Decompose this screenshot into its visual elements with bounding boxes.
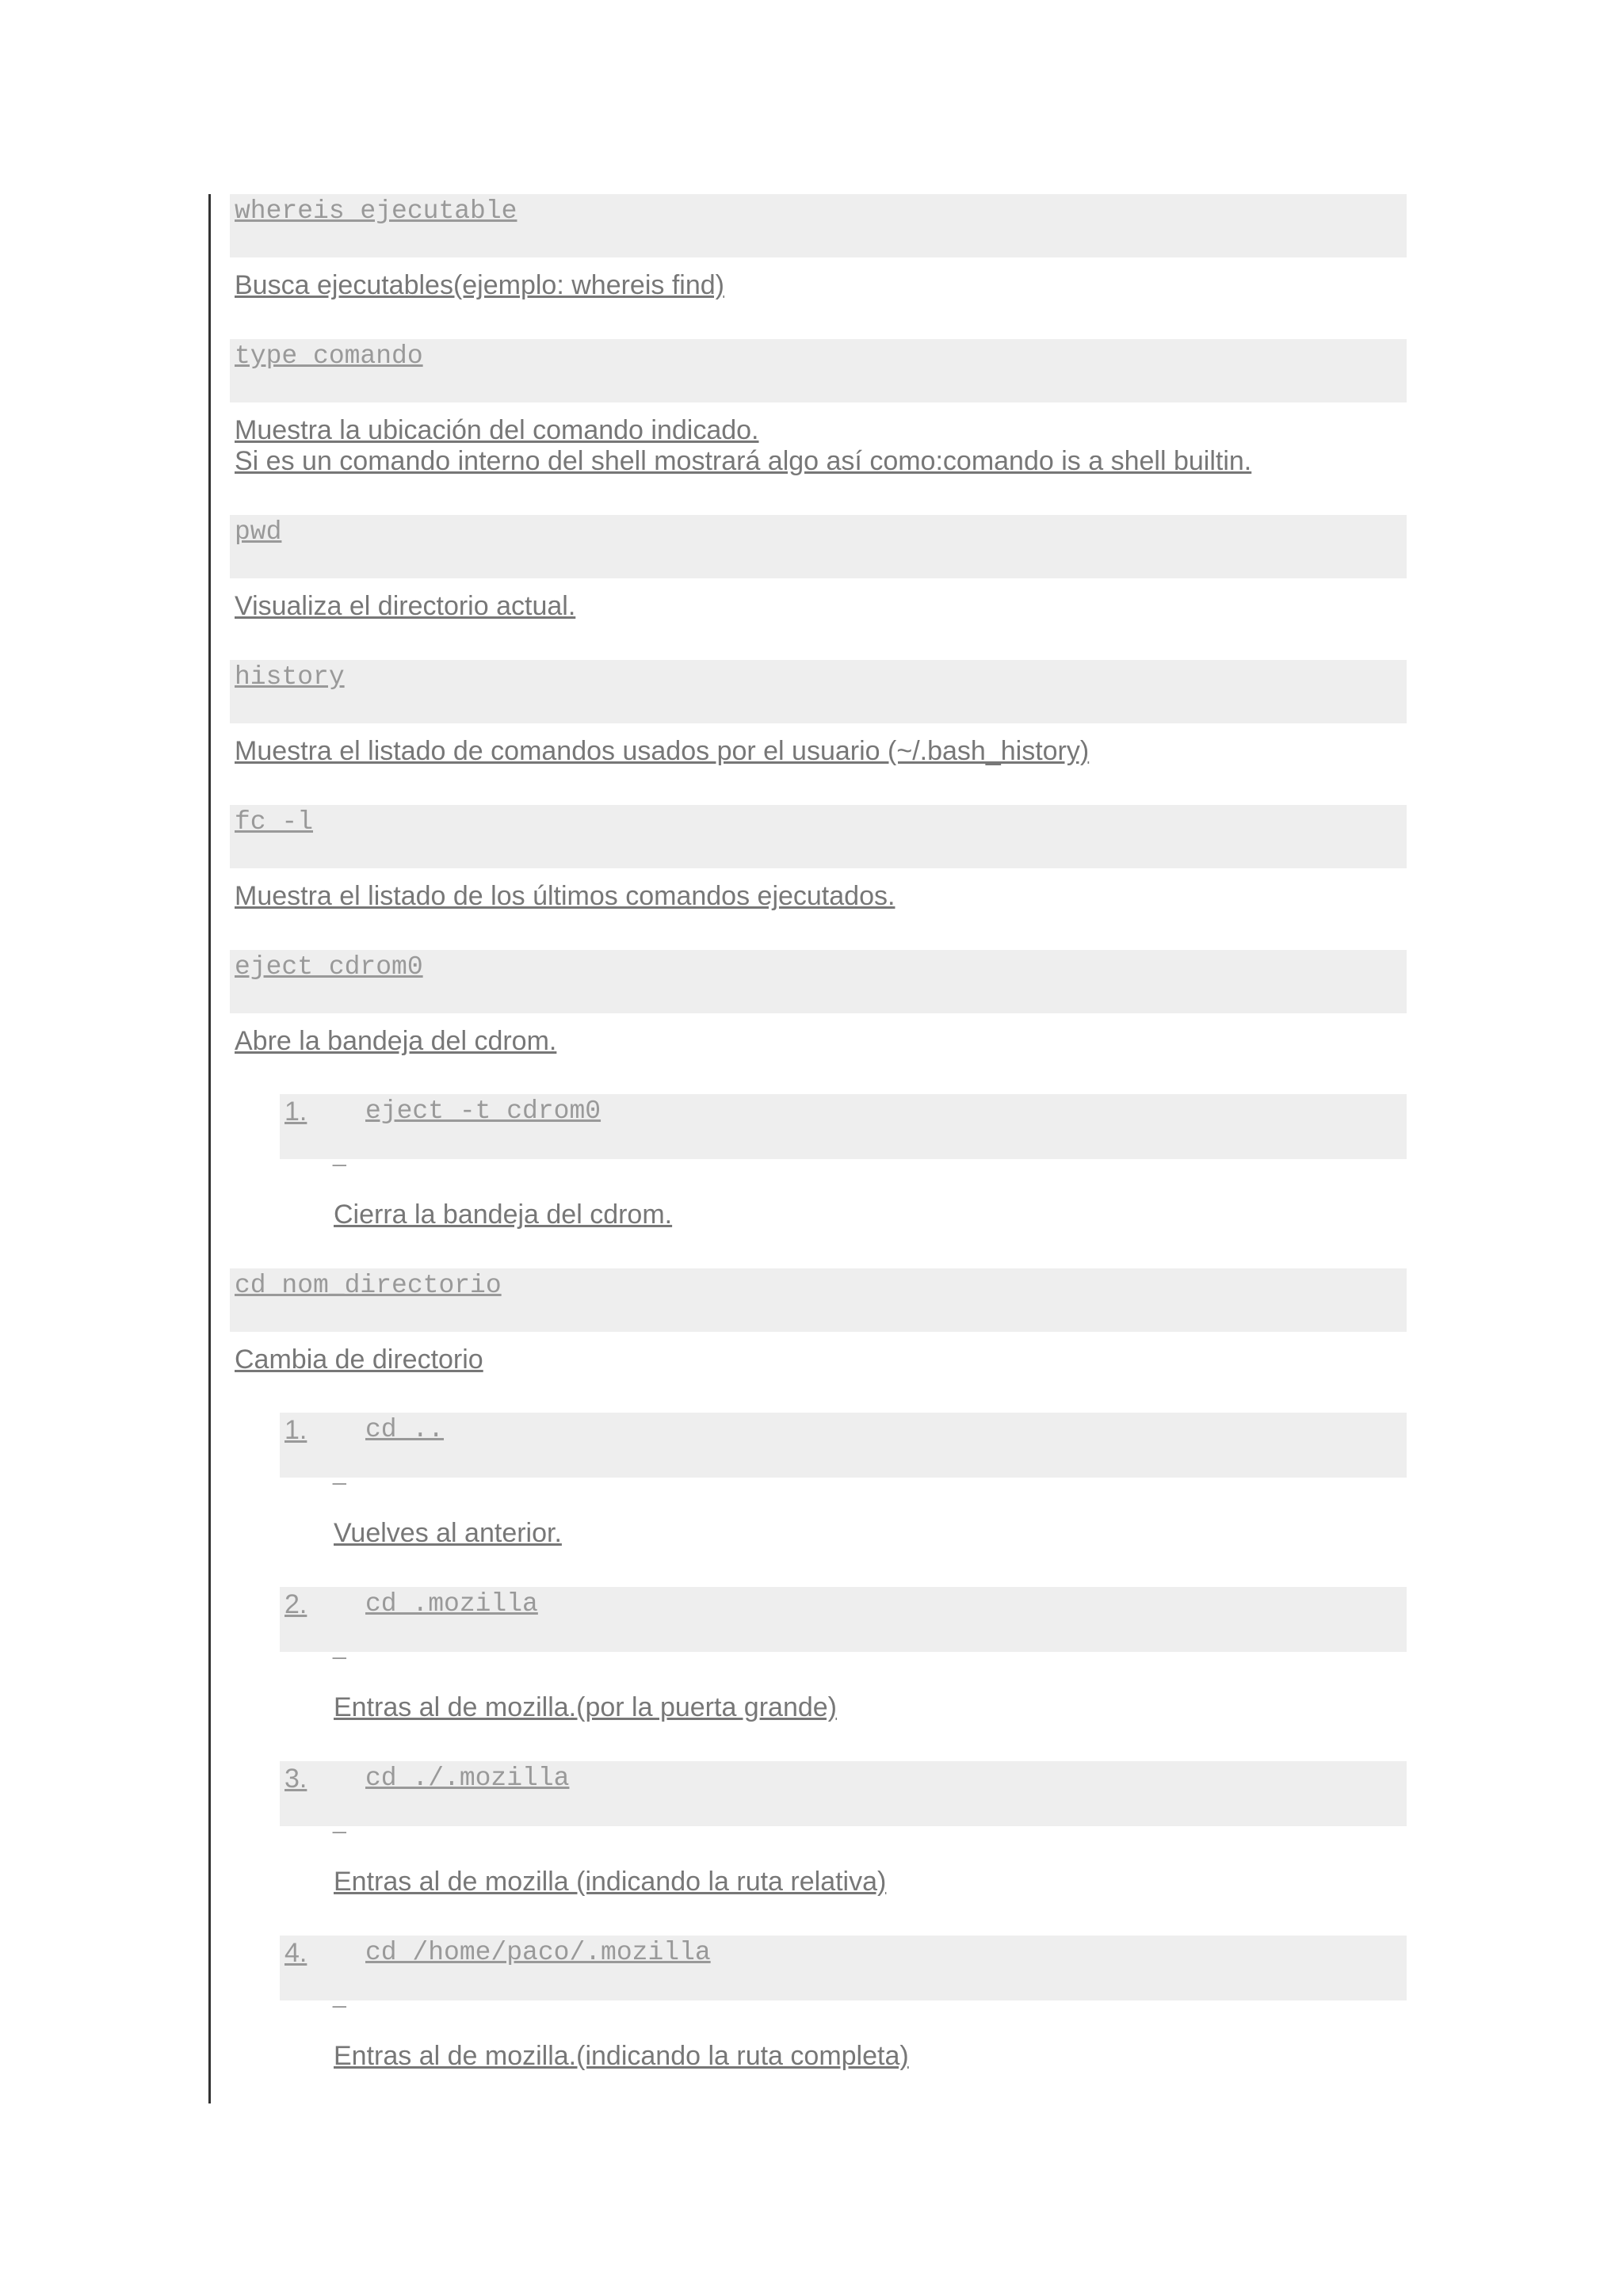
command-description: Entras al de mozilla.(indicando la ruta completa) xyxy=(334,2041,909,2071)
command-description: Entras al de mozilla (indicando la ruta relativa) xyxy=(334,1867,887,1897)
command-description: Vuelves al anterior. xyxy=(334,1518,562,1548)
command-description: Muestra la ubicación del comando indicado. xyxy=(235,415,759,445)
code-block xyxy=(230,805,1407,868)
numbered-code-block xyxy=(280,1413,1407,1478)
list-marker: _ xyxy=(333,1459,346,1486)
list-number: 4. xyxy=(285,1938,307,1968)
command-text: eject -t cdrom0 xyxy=(365,1097,601,1126)
list-number: 1. xyxy=(285,1097,307,1127)
command-text: fc -l xyxy=(235,807,314,837)
numbered-code-block xyxy=(280,1761,1407,1826)
list-number: 2. xyxy=(285,1589,307,1619)
command-text: cd .. xyxy=(365,1415,445,1444)
command-text: whereis ejecutable xyxy=(235,196,517,226)
command-text: eject cdrom0 xyxy=(235,952,423,982)
command-description: Abre la bandeja del cdrom. xyxy=(235,1026,557,1056)
code-block xyxy=(230,194,1407,257)
command-text: cd ./.mozilla xyxy=(365,1764,570,1793)
left-margin-rule xyxy=(208,194,211,2103)
command-description: Muestra el listado de comandos usados por el usuario (~/.bash_history) xyxy=(235,736,1090,766)
list-number: 1. xyxy=(285,1415,307,1445)
command-description: Entras al de mozilla.(por la puerta grande) xyxy=(334,1692,837,1722)
code-block xyxy=(230,1268,1407,1332)
command-description: Muestra el listado de los últimos comandos ejecutados. xyxy=(235,881,896,911)
command-text: cd .mozilla xyxy=(365,1589,538,1619)
list-number: 3. xyxy=(285,1764,307,1794)
code-block xyxy=(230,660,1407,723)
command-text: pwd xyxy=(235,517,282,547)
numbered-code-block xyxy=(280,1094,1407,1159)
code-block xyxy=(230,515,1407,578)
list-marker: _ xyxy=(333,1634,346,1660)
numbered-code-block xyxy=(280,1587,1407,1652)
code-block xyxy=(230,950,1407,1013)
command-description: Visualiza el directorio actual. xyxy=(235,591,576,621)
command-description: Si es un comando interno del shell mostrará algo así como:comando is a shell builtin. xyxy=(235,446,1252,476)
command-description: Cambia de directorio xyxy=(235,1344,483,1375)
command-text: cd nom_directorio xyxy=(235,1271,502,1300)
command-description: Busca ejecutables(ejemplo: whereis find) xyxy=(235,270,724,300)
command-description: Cierra la bandeja del cdrom. xyxy=(334,1199,673,1230)
command-text: type comando xyxy=(235,341,423,371)
command-text: cd /home/paco/.mozilla xyxy=(365,1938,711,1967)
code-block xyxy=(230,339,1407,402)
command-text: history xyxy=(235,662,345,692)
list-marker: _ xyxy=(333,1808,346,1834)
list-marker: _ xyxy=(333,1141,346,1167)
list-marker: _ xyxy=(333,1982,346,2008)
numbered-code-block xyxy=(280,1936,1407,2000)
